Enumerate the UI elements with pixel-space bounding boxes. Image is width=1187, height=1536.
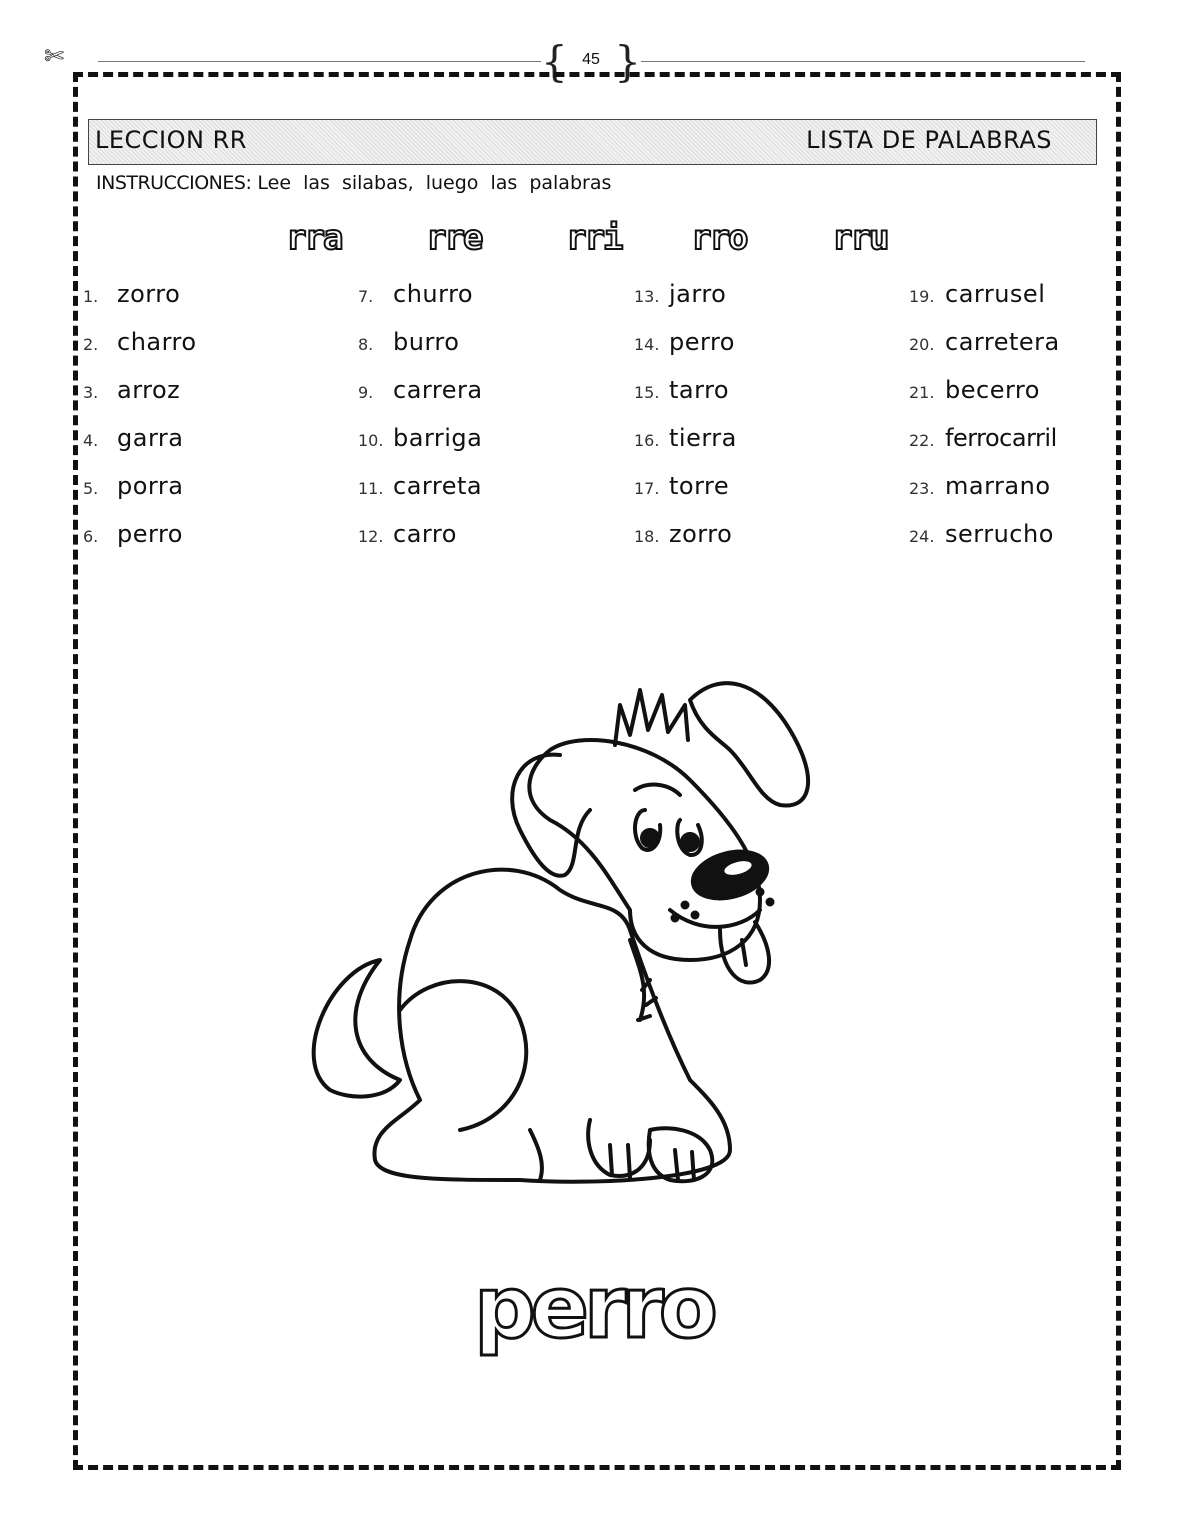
word-item [909, 472, 1060, 520]
word-item [83, 328, 197, 376]
word-number: 16. [634, 431, 660, 450]
instructions [96, 172, 611, 194]
word-item [358, 424, 483, 472]
word-item [909, 280, 1060, 328]
word: carretera [945, 328, 1060, 356]
word-number: 2. [83, 335, 99, 354]
word-number: 12. [358, 527, 384, 546]
list-title: LISTA DE PALABRAS [806, 126, 1052, 154]
word-number: 10. [358, 431, 384, 450]
word-number: 8. [358, 335, 374, 354]
header-bar [88, 119, 1097, 165]
word: garra [117, 424, 184, 452]
word: perro [669, 328, 735, 356]
word: charro [117, 328, 197, 356]
word-item [83, 520, 197, 568]
instructions-text: Lee las silabas, luego las palabras [257, 172, 612, 194]
word-number: 21. [909, 383, 935, 402]
word-number: 22. [909, 431, 935, 450]
word-number: 14. [634, 335, 660, 354]
word: perro [117, 520, 183, 548]
word-item [634, 472, 737, 520]
word: porra [117, 472, 184, 500]
word-item [358, 280, 483, 328]
word-number: 20. [909, 335, 935, 354]
word: tarro [669, 376, 730, 404]
word-number: 19. [909, 287, 935, 306]
word: carrera [393, 376, 483, 404]
word-number: 5. [83, 479, 99, 498]
word: burro [393, 328, 460, 356]
word: arroz [117, 376, 181, 404]
word-item [358, 472, 483, 520]
word: serrucho [945, 520, 1054, 548]
page-number: 45 [582, 51, 600, 68]
lesson-title: LECCION RR [95, 126, 247, 154]
word-number: 13. [634, 287, 660, 306]
word: jarro [669, 280, 727, 308]
word-column [358, 280, 483, 568]
caption-word: perro [474, 1258, 713, 1358]
word-number: 4. [83, 431, 99, 450]
word-column [909, 280, 1060, 568]
word-item [83, 472, 197, 520]
word-item [358, 328, 483, 376]
word: torre [669, 472, 730, 500]
word-item [909, 424, 1060, 472]
syllable: rro [691, 218, 747, 258]
word-item [83, 424, 197, 472]
word: churro [393, 280, 474, 308]
syllables-row [0, 218, 1187, 268]
word-number: 15. [634, 383, 660, 402]
word-item [909, 520, 1060, 568]
left-brace: { [541, 37, 568, 86]
word-number: 6. [83, 527, 99, 546]
word-item [358, 520, 483, 568]
word-column [83, 280, 197, 568]
word-item [634, 520, 737, 568]
scissors-icon: ✄ [44, 42, 65, 70]
word-number: 17. [634, 479, 660, 498]
word: ferrocarril [945, 424, 1057, 452]
word-item [634, 376, 737, 424]
syllable: rru [832, 218, 888, 258]
word-number: 18. [634, 527, 660, 546]
word: tierra [669, 424, 737, 452]
word-number: 3. [83, 383, 99, 402]
word-column [634, 280, 737, 568]
syllable: rra [286, 218, 342, 258]
right-brace: } [614, 37, 641, 86]
word-number: 24. [909, 527, 935, 546]
word-item [634, 424, 737, 472]
word-number: 1. [83, 287, 99, 306]
word-item [909, 376, 1060, 424]
word: marrano [945, 472, 1051, 500]
word: carro [393, 520, 457, 548]
word-number: 9. [358, 383, 374, 402]
word-number: 7. [358, 287, 374, 306]
word-item [634, 328, 737, 376]
word-number: 23. [909, 479, 935, 498]
word-item [83, 376, 197, 424]
word-item [358, 376, 483, 424]
word-item [634, 280, 737, 328]
instructions-label: INSTRUCCIONES: [96, 172, 252, 194]
word: becerro [945, 376, 1040, 404]
word: carreta [393, 472, 483, 500]
syllable: rre [426, 218, 482, 258]
word: zorro [669, 520, 733, 548]
word-item [909, 328, 1060, 376]
syllable: rri [566, 218, 622, 258]
word: barriga [393, 424, 483, 452]
word: carrusel [945, 280, 1046, 308]
word-number: 11. [358, 479, 384, 498]
word-item [83, 280, 197, 328]
word: zorro [117, 280, 181, 308]
dog-illustration [290, 660, 830, 1200]
